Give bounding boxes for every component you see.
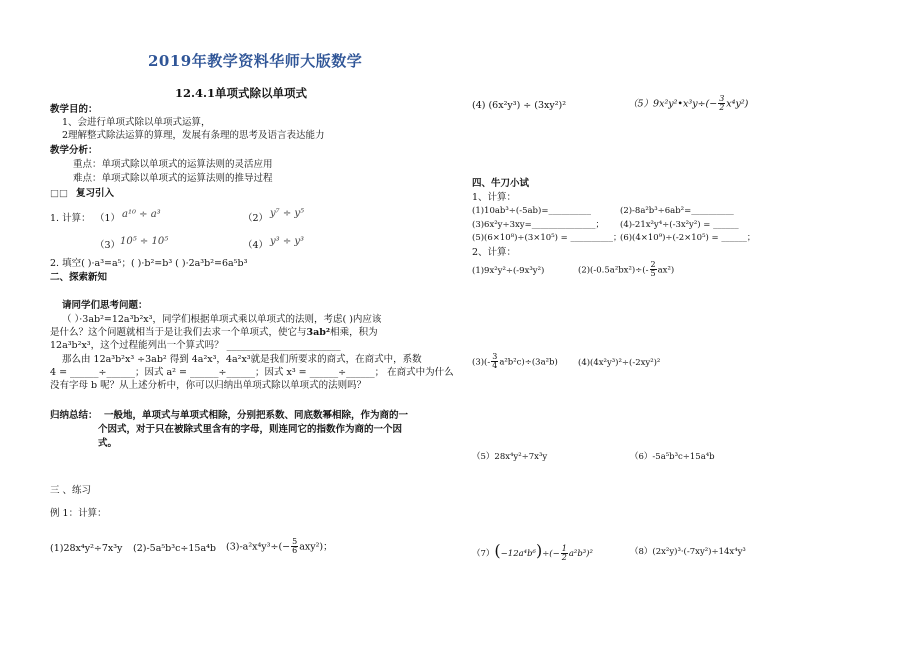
test-s3-fraction	[491, 353, 498, 371]
review-bullet: □□	[50, 188, 68, 199]
test-s3-pre: (3)(-	[472, 357, 491, 368]
test-s7-close-paren: )	[535, 541, 543, 560]
test-heading: 四、牛刀小试	[472, 178, 530, 189]
test-s3	[472, 353, 558, 371]
summary-line-1: 一般地，单项式与单项式相除，分别把系数、同底数幂相除，作为商的一	[104, 410, 409, 421]
review-heading: 复习引入	[76, 188, 115, 199]
review-item-1-num: （1）	[95, 213, 121, 224]
analysis-heading: 教学分析：	[50, 145, 98, 156]
summary-line-2: 个因式，对于只在被除式里含有的字母，则连同它的指数作为商的一个因	[98, 424, 403, 435]
test-s5: （5）28x⁴y²÷7x³y	[472, 452, 548, 462]
practice-example-label: 例 1：计算：	[50, 508, 107, 519]
practice-q3-num: 5	[292, 537, 298, 546]
explore-line-2-bold: 3ab²	[306, 327, 331, 338]
explore-line-6: 没有字母 b 呢？从上述分析中，你可以归纳出单项式除以单项式的法则吗？	[50, 380, 367, 391]
practice-q3-den: 6	[292, 546, 298, 556]
practice-q3-fraction	[291, 538, 298, 556]
practice-q3-post: axy²)；	[299, 541, 333, 553]
right-q5	[628, 95, 748, 113]
test-row-1-a: (1)10ab³÷(-5ab)=__________	[472, 206, 591, 216]
right-q5-den: 2	[719, 103, 725, 113]
explore-line-2-text: 是什么？这个问题就相当于是让我们去求一个单项式，使它与	[50, 327, 307, 338]
review-calc-label: 1. 计算：	[50, 213, 91, 224]
test-s8: （8）(2x²y)³·(-7xy²)÷14x⁴y³	[630, 547, 746, 557]
review-fill-in-blank: 2. 填空( )·a³=a⁵；( )·b²=b³ ( )·2a³b²=6a⁵b³	[50, 258, 248, 269]
explore-line-5: 4 = ______÷______；因式 a² = ______÷______；因式 x³ = ______÷______； 在商式中为什么	[50, 367, 454, 378]
test-s3-post: a²b²c)÷(3a²b)	[499, 357, 558, 368]
right-q5-num: 3	[719, 94, 725, 103]
review-item-4-expr: y³ ÷ y³	[270, 236, 305, 247]
document-header-title: 2019年教学资料华师大版数学	[148, 52, 363, 70]
test-row-2-a: (3)6x²y÷3xy=_______________；	[472, 220, 604, 230]
explore-prompt: 请同学们思考问题：	[62, 300, 148, 311]
practice-heading: 三 、练习	[50, 485, 92, 496]
summary-label: 归纳总结：	[50, 410, 98, 421]
explore-line-3: 12a³b²x³，这个过程能列出一个算式吗？ ________________________	[50, 340, 341, 351]
practice-q3	[226, 538, 333, 556]
test-s2-fraction	[650, 261, 657, 279]
explore-line-2-end: 相乘，积为	[330, 327, 378, 338]
analysis-key-point: 重点：单项式除以单项式的运算法则的灵活应用	[73, 159, 273, 170]
summary-line-3: 式。	[98, 438, 118, 449]
lesson-title: 12.4.1单项式除以单项式	[175, 86, 308, 100]
test-row-1-b: (2)-8a²b³÷6ab²=__________	[620, 206, 734, 216]
practice-q3-pre: (3)-a²x⁴y³÷(−	[226, 541, 291, 553]
explore-heading: 二、探索新知	[50, 272, 108, 283]
review-item-2-num: （2）	[243, 213, 269, 224]
goal-item-1: 1、会进行单项式除以单项式运算，	[62, 117, 211, 128]
practice-q1: (1)28x⁴y²÷7x³y	[50, 543, 123, 554]
review-item-4-num: （4）	[243, 240, 269, 251]
test-s7	[472, 541, 593, 562]
test-row-3-a: (5)(6×10⁸)÷(3×10⁵) = __________；	[472, 233, 622, 243]
test-s2	[578, 261, 674, 279]
test-calc-2-label: 2、计算：	[472, 247, 517, 258]
analysis-difficult-point: 难点：单项式除以单项式的运算法则的推导过程	[73, 173, 273, 184]
explore-line-4: 那么由 12a³b²x³ ÷3ab² 得到 4a²x³，4a²x³就是我们所要求的商式，在商式中，系数	[62, 354, 422, 365]
test-s7-post: a²b³)²	[568, 549, 593, 559]
test-calc-1-label: 1、计算：	[472, 192, 517, 203]
test-s7-mid: −12a⁴b⁶	[500, 549, 536, 559]
right-q5-pre: （5）9x²y²•x³y÷(−	[628, 98, 718, 110]
review-item-3-num: （3）	[95, 240, 121, 251]
review-item-1-expr: a¹⁰ ÷ a³	[122, 209, 161, 220]
goal-item-2: 2理解整式除法运算的算理，发展有条理的思考及语言表达能力	[62, 130, 325, 141]
explore-line-2	[50, 327, 378, 339]
test-s7-div: ÷(−	[542, 549, 560, 559]
test-s2-post: ax²)	[657, 265, 675, 276]
test-s7-num: 1	[561, 543, 567, 553]
test-s2-pre: (2)(-0.5a²bx²)÷(-	[578, 265, 649, 276]
review-item-2-expr: y⁷ ÷ y⁵	[270, 208, 305, 219]
explore-line-1: （ ）·3ab²=12a³b²x³，同学们根据单项式乘以单项式的法则，考虑( )内应该	[62, 314, 382, 325]
practice-q2: (2)-5a⁵b³c÷15a⁴b	[133, 543, 216, 554]
test-s2-num: 2	[650, 260, 656, 269]
goals-heading: 教学目的：	[50, 104, 98, 115]
test-s3-den: 4	[492, 361, 498, 371]
test-row-3-b: (6)(4×10⁹)÷(-2×10⁵) = ______；	[620, 233, 756, 243]
right-q5-post: x⁴y²)	[726, 98, 749, 110]
test-row-2-b: (4)-21x²y⁴÷(-3x²y²) = ______	[620, 220, 739, 230]
test-s2-den: 5	[650, 269, 656, 279]
test-s7-fraction	[561, 545, 568, 563]
test-s7-open-paren: (	[494, 541, 501, 560]
test-s1: (1)9x²y²÷(-9x³y²)	[472, 266, 545, 276]
right-q5-fraction	[718, 95, 725, 113]
right-q4: (4) (6x²y³) ÷ (3xy²)²	[472, 100, 567, 111]
test-s7-pre: （7）	[472, 549, 495, 559]
review-item-3-expr: 10⁵ ÷ 10⁵	[120, 236, 169, 247]
test-s7-den: 2	[561, 553, 567, 562]
test-s6: （6）-5a⁵b³c÷15a⁴b	[630, 452, 715, 462]
test-s4: (4)(4x²y³)²÷(-2xy²)²	[578, 358, 661, 368]
test-s3-num: 3	[492, 352, 498, 361]
